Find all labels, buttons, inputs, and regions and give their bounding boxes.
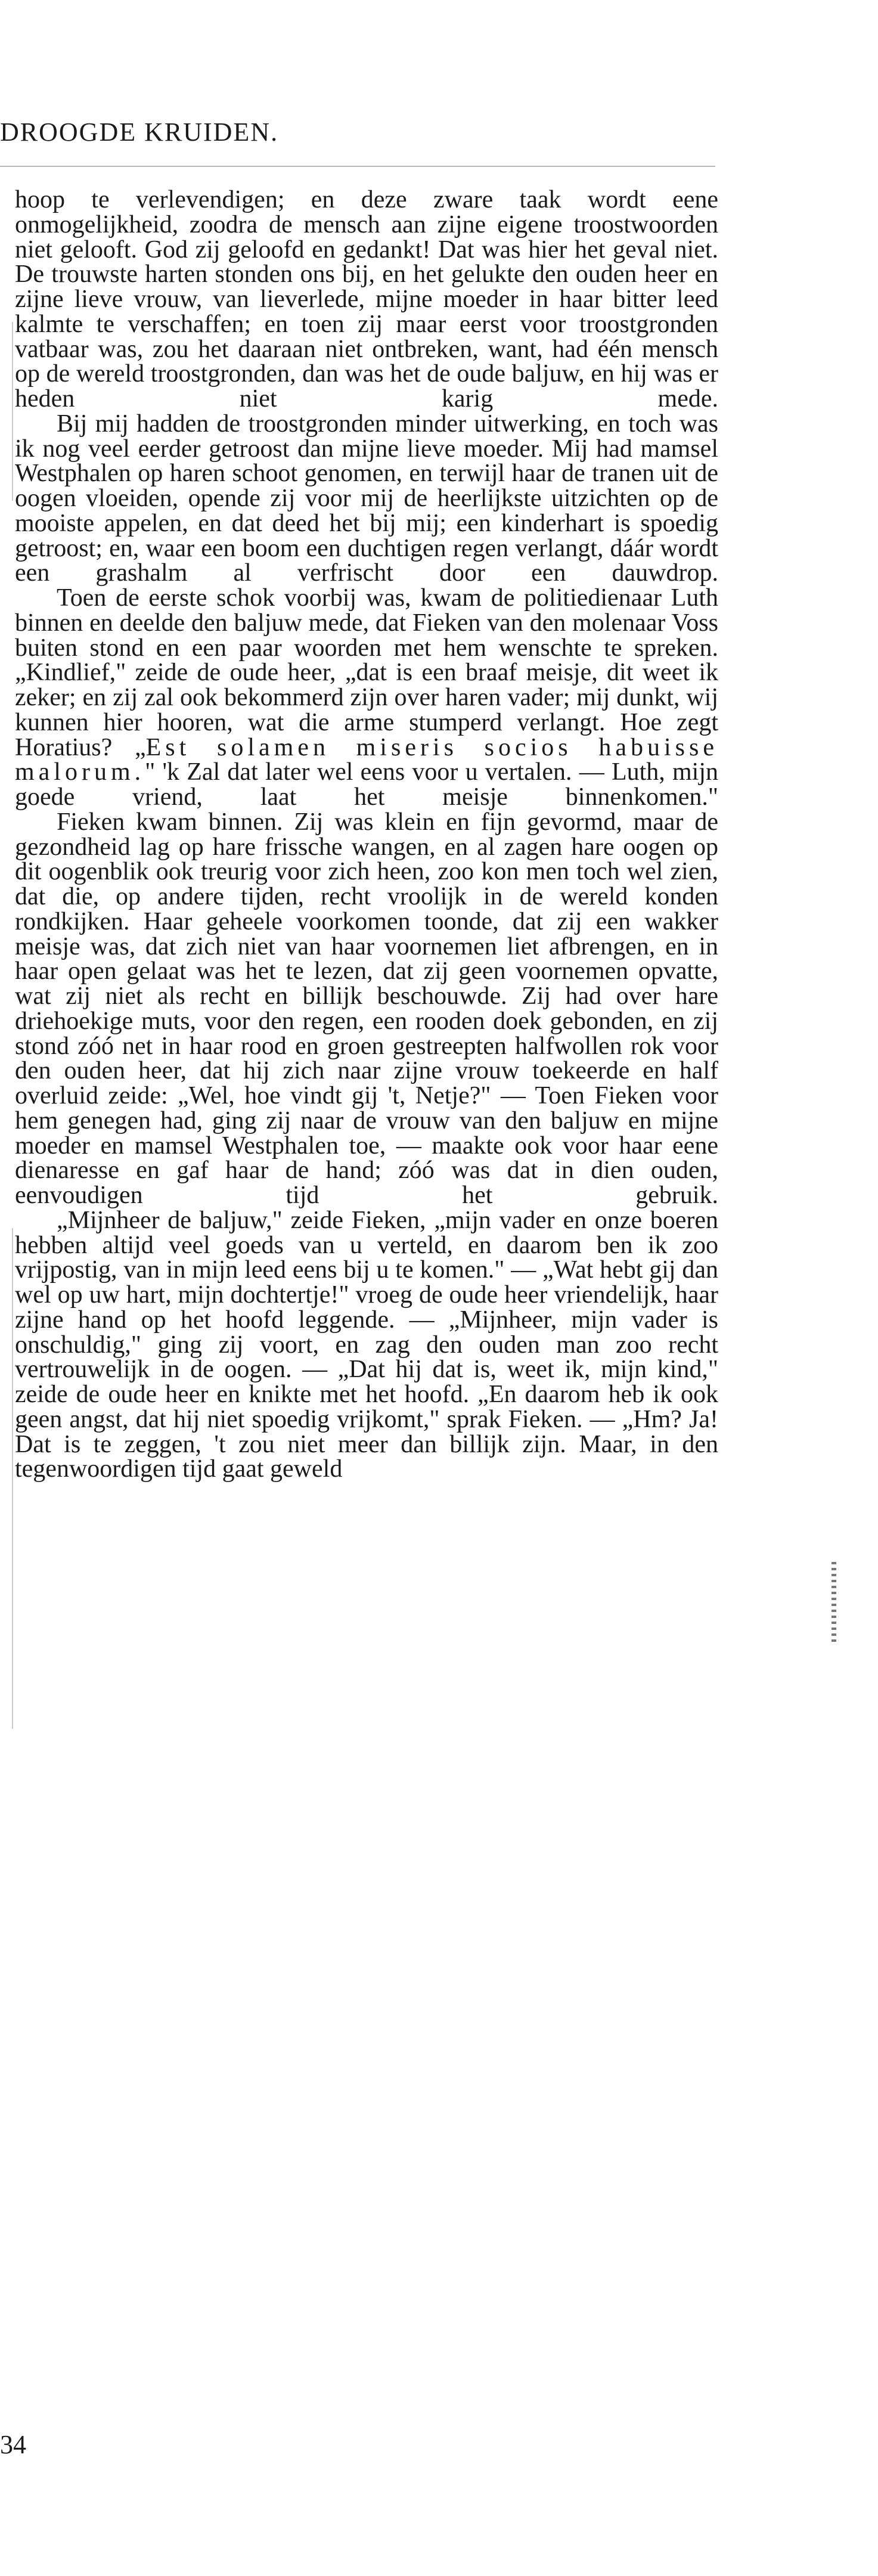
print-speck <box>832 1562 836 1645</box>
margin-mark <box>12 322 13 501</box>
paragraph-text: " 'k Zal dat later wel eens voor u vertalen. — Luth, mijn goede vriend, laat het meisje binnenkomen." <box>15 758 718 811</box>
header-rule <box>0 166 715 167</box>
paragraph: Fieken kwam binnen. Zij was klein en fijn gevormd, maar de gezondheid lag op hare frissche wangen, en al zagen hare oogen op dit oogenblik ook treurig voor zich heen, zoo kon men toch wel zien, dat die, op andere tijden, recht vroolijk in de wereld konden rondkijken. Haar geheele voorkomen toonde, dat zij een wakker meisje was, dat zich niet van haar voornemen liet afbrengen, en in haar open gelaat was het te lezen, dat zij geen voornemen opvatte, wat zij niet als recht en billijk beschouwde. Zij had over hare driehoekige muts, voor den regen, een rooden doek gebonden, en zij stond zóó net in haar rood en groen gestreepten halfwollen rok voor den ouden heer, dat hij zich naar zijne vrouw toekeerde en half overluid zeide: „Wel, hoe vindt gij 't, Netje?" — Toen Fieken voor hem genegen had, ging zij naar de vrouw van den baljuw en mijne moeder en mamsel Westphalen toe, — maakte ook voor haar eene dienaresse en gaf haar de hand; zóó was dat in dien ouden, eenvoudigen tijd het gebruik. <box>15 808 718 1209</box>
latin-quotation: Est solamen miseris socios habuisse malorum. <box>15 733 718 786</box>
paragraph: „Mijnheer de baljuw," zeide Fieken, „mijn vader en onze boeren hebben altijd veel goeds van u verteld, en daarom ben ik zoo vrijpostig, van in mijn leed eens bij u te komen." — „Wat hebt gij dan wel op uw hart, mijn dochtertje!" vroeg de oude heer vriendelijk, haar zijne hand op het hoofd leggende. — „Mijnheer, mijn vader is onschuldig," ging zij voort, en zag den ouden man zoo recht vertrouwelijk in de oogen. — „Dat hij dat is, weet ik, mijn kind," zeide de oude heer en knikte met het hoofd. „En daarom heb ik ook geen angst, dat hij niet spoedig vrijkomt," sprak Fieken. — „Hm? Ja! Dat is te zeggen, 't zou niet meer dan billijk zijn. Maar, in den tegenwoordigen tijd gaat geweld <box>15 1206 718 1483</box>
paragraph: Bij mij hadden de troostgronden minder uitwerking, en toch was ik nog veel eerder getroost dan mijne lieve moeder. Mij had mamsel Westphalen op haren schoot genomen, en terwijl haar de tranen uit de oogen vloeiden, opende zij voor mij de heerlijkste uitzichten op de mooiste appelen, en dat deed het bij mij; een kinderhart is spoedig getroost; en, waar een boom een duchtigen regen verlangt, dáár wordt een grashalm al verfrischt door een dauwdrop. <box>15 410 718 587</box>
paragraph-text: Toen de eerste schok voorbij was, kwam de politiedienaar Luth binnen en deelde den baljuw mede, dat Fieken van den molenaar Voss buiten stond en een paar woorden met hem wenschte te spreken. „Kindlief," zeide de oude heer, „dat is een braaf meisje, dit weet ik zeker; en zij zal ook bekommerd zijn over haren vader; mij dunkt, wij kunnen hier hooren, wat die arme stumperd verlangt. Hoe zegt Horatius? „ <box>15 584 718 761</box>
paragraph: hoop te verlevendigen; en deze zware taak wordt eene onmogelijkheid, zoodra de mensch aan zijne eigene troostwoorden niet gelooft. God zij geloofd en gedankt! Dat was hier het geval niet. De trouwste harten stonden ons bij, en het gelukte den ouden heer en zijne lieve vrouw, van lieverlede, mijne moeder in haar bitter leed kalmte te verschaffen; en toen zij maar eerst voor troostgronden vatbaar was, zou het daaraan niet ontbreken, want, had één mensch op de wereld troostgronden, dan was het de oude baljuw, en hij was er heden niet karig mede. <box>15 186 718 413</box>
page-number: 34 <box>0 2430 26 2459</box>
margin-mark <box>12 1228 13 1431</box>
running-title: DROOGDE KRUIDEN. <box>0 117 279 147</box>
paragraph <box>15 586 718 810</box>
body-text <box>15 188 718 1482</box>
margin-mark <box>12 1431 13 1729</box>
